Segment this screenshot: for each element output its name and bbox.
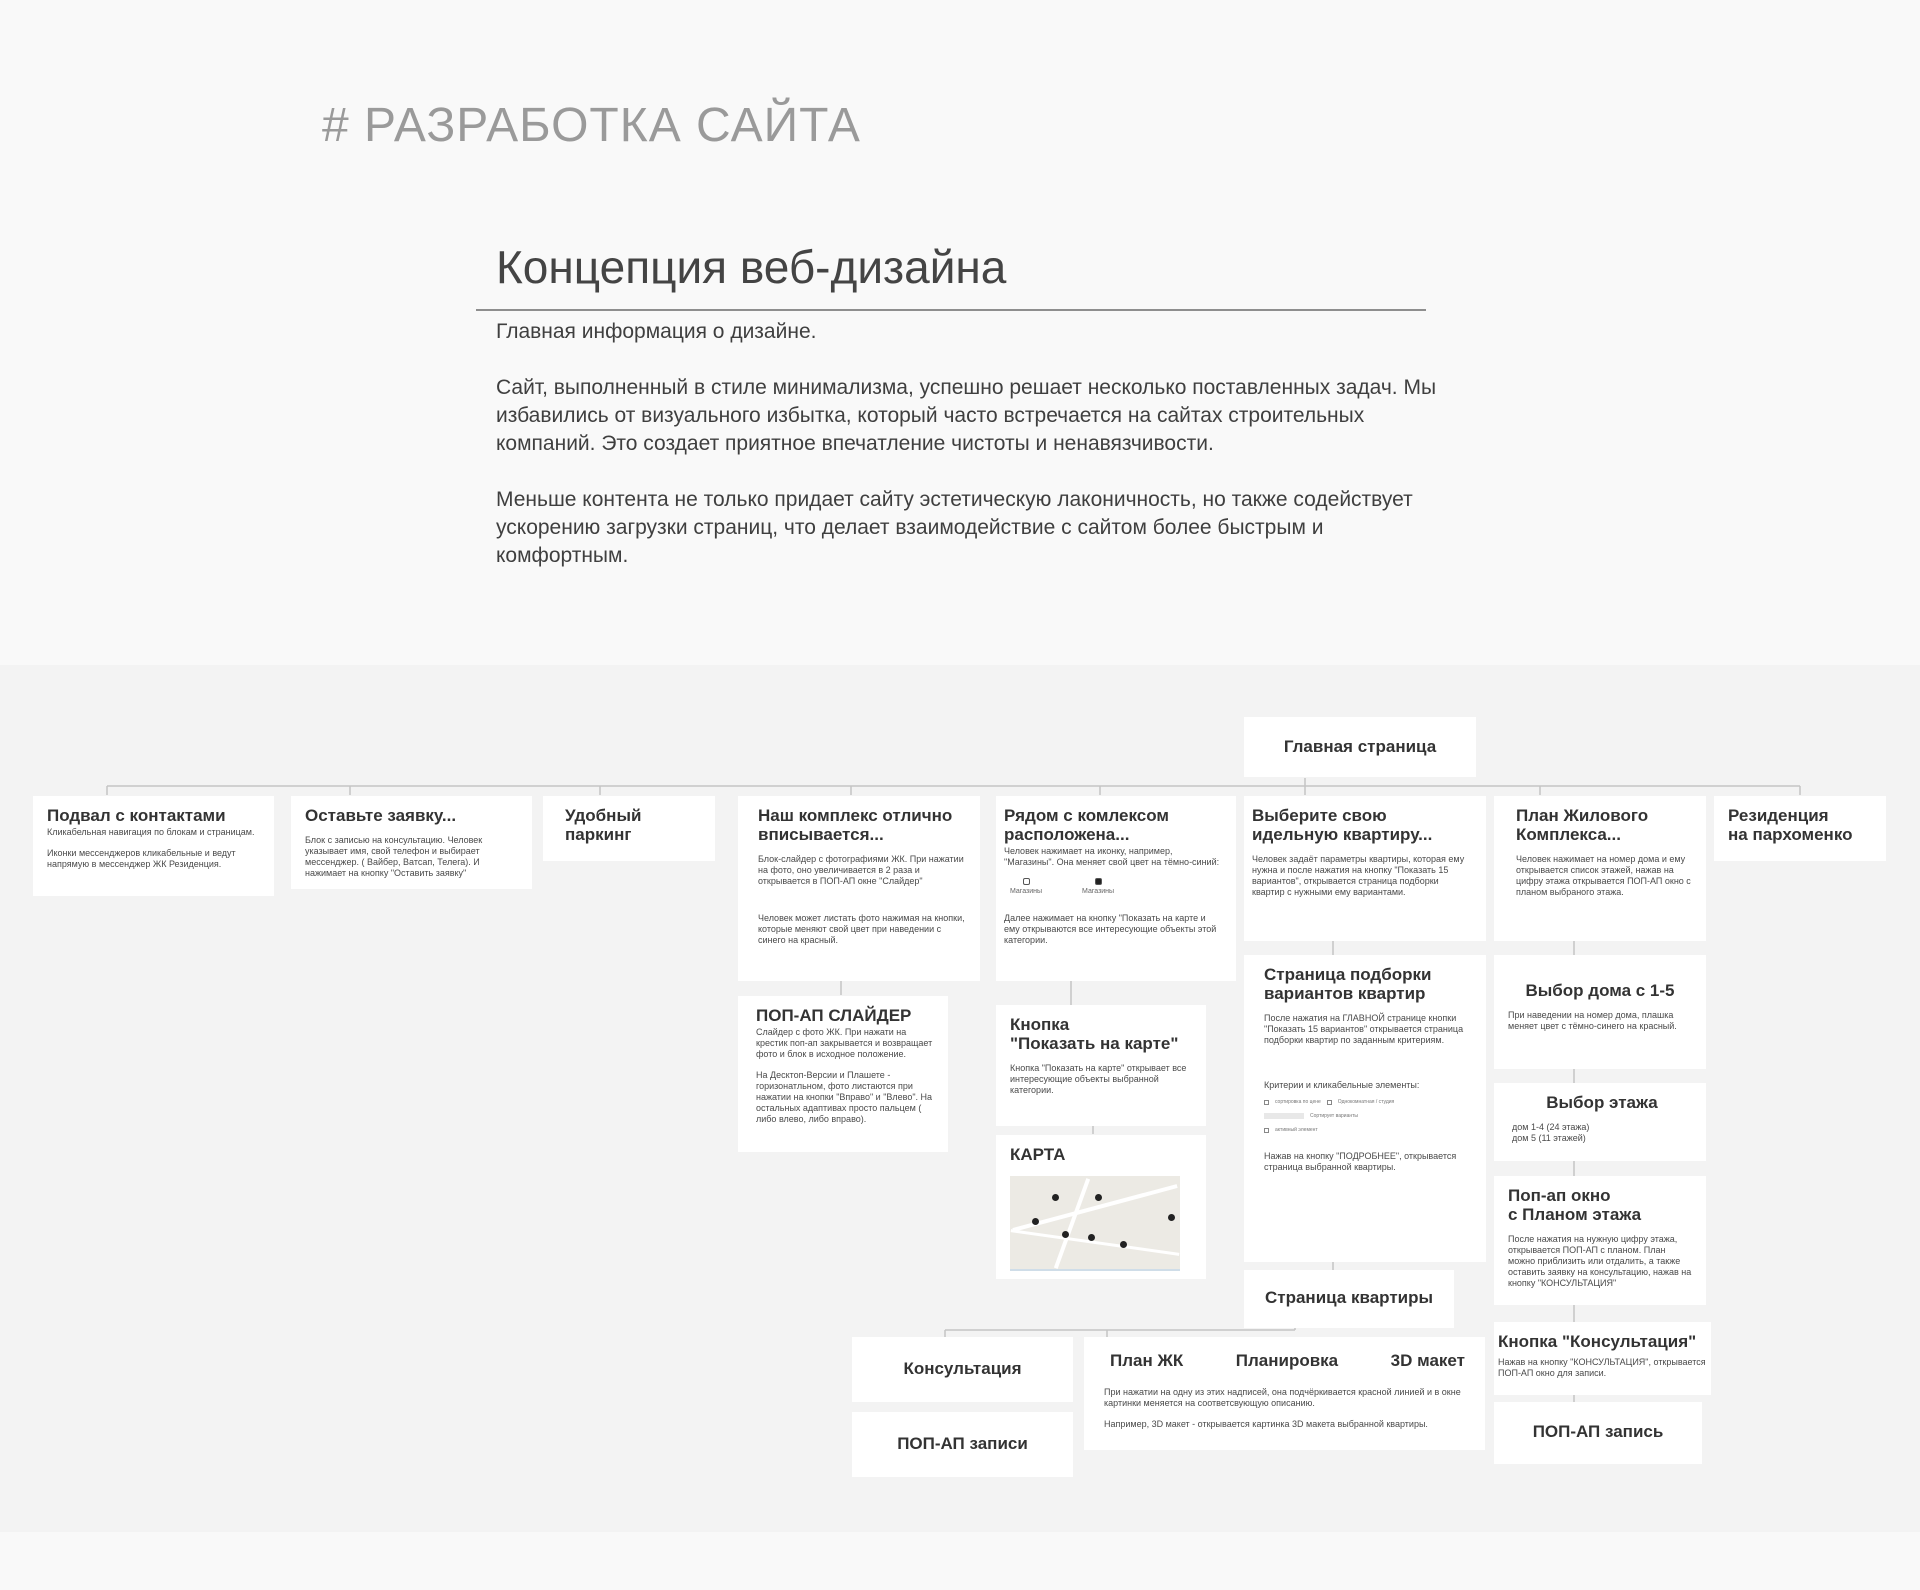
node-residence [1714,796,1886,861]
node-selection-text-3: Нажав на кнопку "ПОДРОБНЕЕ", открывается страница выбранной квартиры. [1264,1151,1457,1172]
checkbox-icon[interactable] [1327,1100,1332,1105]
node-consultation [852,1337,1073,1402]
node-slider-text-2: На Десктоп-Версии и Плашете - горизонатльном, фото листаются при нажатии на кнопки "Вправо" и "Влево". На остальных адаптивах просто пальцем ( либо влево, либо вправо). [756,1070,933,1124]
node-slider-title: ПОП-АП СЛАЙДЕР [756,1006,912,1025]
node-footer-text-1: Кликабельная навигация по блокам и страницам. [47,827,255,837]
criteria-label-2: Однокомнатная / студия [1337,1099,1395,1105]
node-show-map-title: Кнопка "Показать на карте" [1010,1015,1179,1053]
node-request-title: Оставьте заявку... [305,806,457,825]
node-popup-records [852,1412,1073,1477]
node-complex-plan-text: Человек нажимает на номер дома и ему открывается список этажей, нажав на цифру этажа открывается ПОП-АП окно с планом выбраного этажа. [1516,854,1691,897]
node-selection-page [1244,955,1486,1262]
node-apartment-page [1244,1270,1454,1328]
criteria-row [1264,1127,1472,1133]
criteria-label-3: Сортирует варианты [1310,1113,1358,1119]
page-heading: # РАЗРАБОТКА САЙТА [322,99,861,152]
node-complex-text-2: Человек может листать фото нажимая на кнопки, которые меняют свой цвет при наведении с синего на красный. [758,913,965,945]
shop-icon [1023,878,1030,885]
node-parking-title: Удобный паркинг [565,806,642,844]
concept-title: Концепция веб-дизайна [496,241,1007,293]
node-map [996,1135,1206,1279]
node-selection-title: Страница подборки вариантов квартир [1264,965,1432,1003]
concept-paragraph-2: Меньше контента не только придает сайту эстетическую лаконичность, но также содействует ускорению загрузки страниц, что делает взаимодействие с сайтом более быстрым и комфортным. [496,488,1413,567]
shops-category-active[interactable] [1082,878,1114,895]
node-complex-title: Наш комплекс отлично вписывается... [758,806,953,844]
node-complex-text-1: Блок-слайдер с фотографиями ЖК. При нажатии на фото, оно увеличивается в 2 раза и открывается в ПОП-АП окне "Слайдер" [758,854,964,886]
map-marker[interactable] [1120,1241,1127,1248]
node-popup-record-title: ПОП-АП запись [1532,1422,1664,1441]
node-footer-contacts [33,796,274,896]
criteria-row [1264,1099,1472,1105]
map-preview[interactable] [1010,1176,1180,1271]
node-consult-button-title: Кнопка "Консультация" [1498,1332,1697,1351]
node-request-text: Блок с записью на консультацию. Человек указывает имя, свой телефон и выбирает мессенджер. ( Вайбер, Ватсап, Телега). И нажимает на кнопку "Оставить заявку" [305,835,483,878]
sitemap-diagram [0,665,1920,1532]
node-floor-title: Выбор этажа [1546,1093,1658,1112]
criteria-label-1: сортировка по цене [1275,1099,1321,1105]
node-popup-slider [738,996,948,1152]
criteria-label-4: активный элемент [1275,1127,1318,1133]
node-selection-text-2: Критерии и кликабельные элементы: [1264,1080,1420,1090]
concept-text [496,318,1456,598]
tab-layout[interactable]: Планировка [1235,1351,1339,1370]
map-marker[interactable] [1032,1218,1039,1225]
node-popup-records-title: ПОП-АП записи [897,1434,1028,1453]
node-house-text: При наведении на номер дома, плашка меняет цвет с тёмно-синего на красный. [1508,1010,1677,1031]
node-floor-choice [1494,1083,1706,1161]
node-consultation-title: Консультация [903,1359,1022,1378]
map-road [1012,1184,1177,1232]
map-road [1054,1178,1090,1269]
node-apartment-title: Страница квартиры [1264,1288,1434,1307]
node-our-complex [738,796,980,981]
node-footer-title: Подвал с контактами [47,806,226,825]
shops-category[interactable] [1010,878,1042,895]
node-nearby-text-1: Человек нажимает на иконку, например, "Магазины". Она меняет свой цвет на тёмно-синий: [1004,846,1220,867]
node-parking [543,796,715,861]
node-floor-text: дом 1-4 (24 этажа) дом 5 (11 этажей) [1512,1122,1590,1143]
node-map-title: КАРТА [1010,1145,1066,1164]
node-floor-popup-title: Поп-ап окно с Планом этажа [1508,1186,1642,1224]
map-marker[interactable] [1052,1194,1059,1201]
shops-label-1: Магазины [1010,888,1043,895]
node-consult-button-text: Нажав на кнопку "КОНСУЛЬТАЦИЯ", открывается ПОП-АП окно для записи. [1498,1357,1706,1378]
node-residence-title: Резиденция на пархоменко [1728,806,1853,844]
node-home-page [1244,717,1476,777]
node-choose-apartment [1244,796,1486,941]
shops-label-2: Магазины [1082,888,1115,895]
node-show-on-map [996,1005,1206,1126]
map-marker[interactable] [1088,1234,1095,1241]
toggle-icon[interactable] [1264,1128,1269,1133]
checkbox-icon[interactable] [1264,1100,1269,1105]
tab-complex-plan[interactable]: План ЖК [1110,1351,1184,1370]
node-leave-request [291,796,532,889]
node-plans [1084,1337,1485,1450]
node-nearby-text-2: Далее нажимает на кнопку "Показать на карте и ему открываются все интересующие объекты этой категории. [1004,913,1217,945]
node-complex-plan [1494,796,1706,941]
plan-tabs [1104,1347,1471,1371]
node-choose-text: Человек задаёт параметры квартиры, которая ему нужна и после нажатия на кнопку "Показать 15 вариантов", открывается страница подборки квартир с нужными ему вариантами. [1252,854,1465,897]
node-home-page-title: Главная страница [1283,737,1437,756]
node-selection-text-1: После нажатия на ГЛАВНОЙ странице кнопки "Показать 15 вариантов" открывается страница подборки квартир по заданным критериям. [1264,1013,1464,1045]
map-marker[interactable] [1168,1214,1175,1221]
node-consult-button [1494,1322,1711,1395]
node-choose-title: Выберите свою идельную квартиру... [1252,806,1433,844]
node-house-title: Выбор дома с 1-5 [1525,981,1675,1000]
node-plans-text-1: При нажатии на одну из этих надписей, она подчёркивается красной линией и в окне картинки меняется на соответсвующую описанию. [1104,1387,1461,1408]
map-road [1011,1229,1180,1256]
node-floor-popup [1494,1176,1706,1305]
concept-divider [476,309,1426,311]
node-nearby [996,796,1236,981]
node-complex-plan-title: План Жилового Комплекса... [1516,806,1649,844]
node-popup-record [1494,1402,1702,1464]
map-marker[interactable] [1062,1231,1069,1238]
criteria-row [1264,1113,1472,1119]
node-floor-popup-text: После нажатия на нужную цифру этажа, открывается ПОП-АП с планом. План можно приблизить или отдалить, а также оставить заявку на консультацию, нажав на кнопку "КОНСУЛЬТАЦИЯ" [1508,1234,1692,1288]
tab-3d-model[interactable]: 3D макет [1390,1351,1465,1370]
node-footer-text-2: Иконки мессенджеров кликабельные и ведут напрямую в мессенджер ЖК Резиденция. [47,848,236,869]
map-marker[interactable] [1095,1194,1102,1201]
node-nearby-title: Рядом с комлексом расположена... [1004,806,1169,844]
node-slider-text-1: Слайдер с фото ЖК. При нажати на крестик поп-ап закрывается и возвращает фото и блок в исходное положение. [756,1027,933,1059]
node-house-choice [1494,955,1706,1069]
concept-intro: Главная информация о дизайне. [496,320,817,343]
node-plans-text-2: Например, 3D макет - открывается картинка 3D макета выбранной квартиры. [1104,1419,1428,1429]
node-show-map-text: Кнопка "Показать на карте" открывает все интересующие объекты выбранной категории. [1010,1063,1187,1095]
category-icons [1004,868,1222,905]
concept-paragraph-1: Сайт, выполненный в стиле минимализма, успешно решает несколько поставленных задач. Мы избавились от визуального избытка, который часто встречается на сайтах строительных компаний. Это создает приятное впечатление чистоты и ненавязчивости. [496,376,1437,455]
shop-icon-active [1095,878,1102,885]
sort-select[interactable] [1264,1113,1304,1119]
